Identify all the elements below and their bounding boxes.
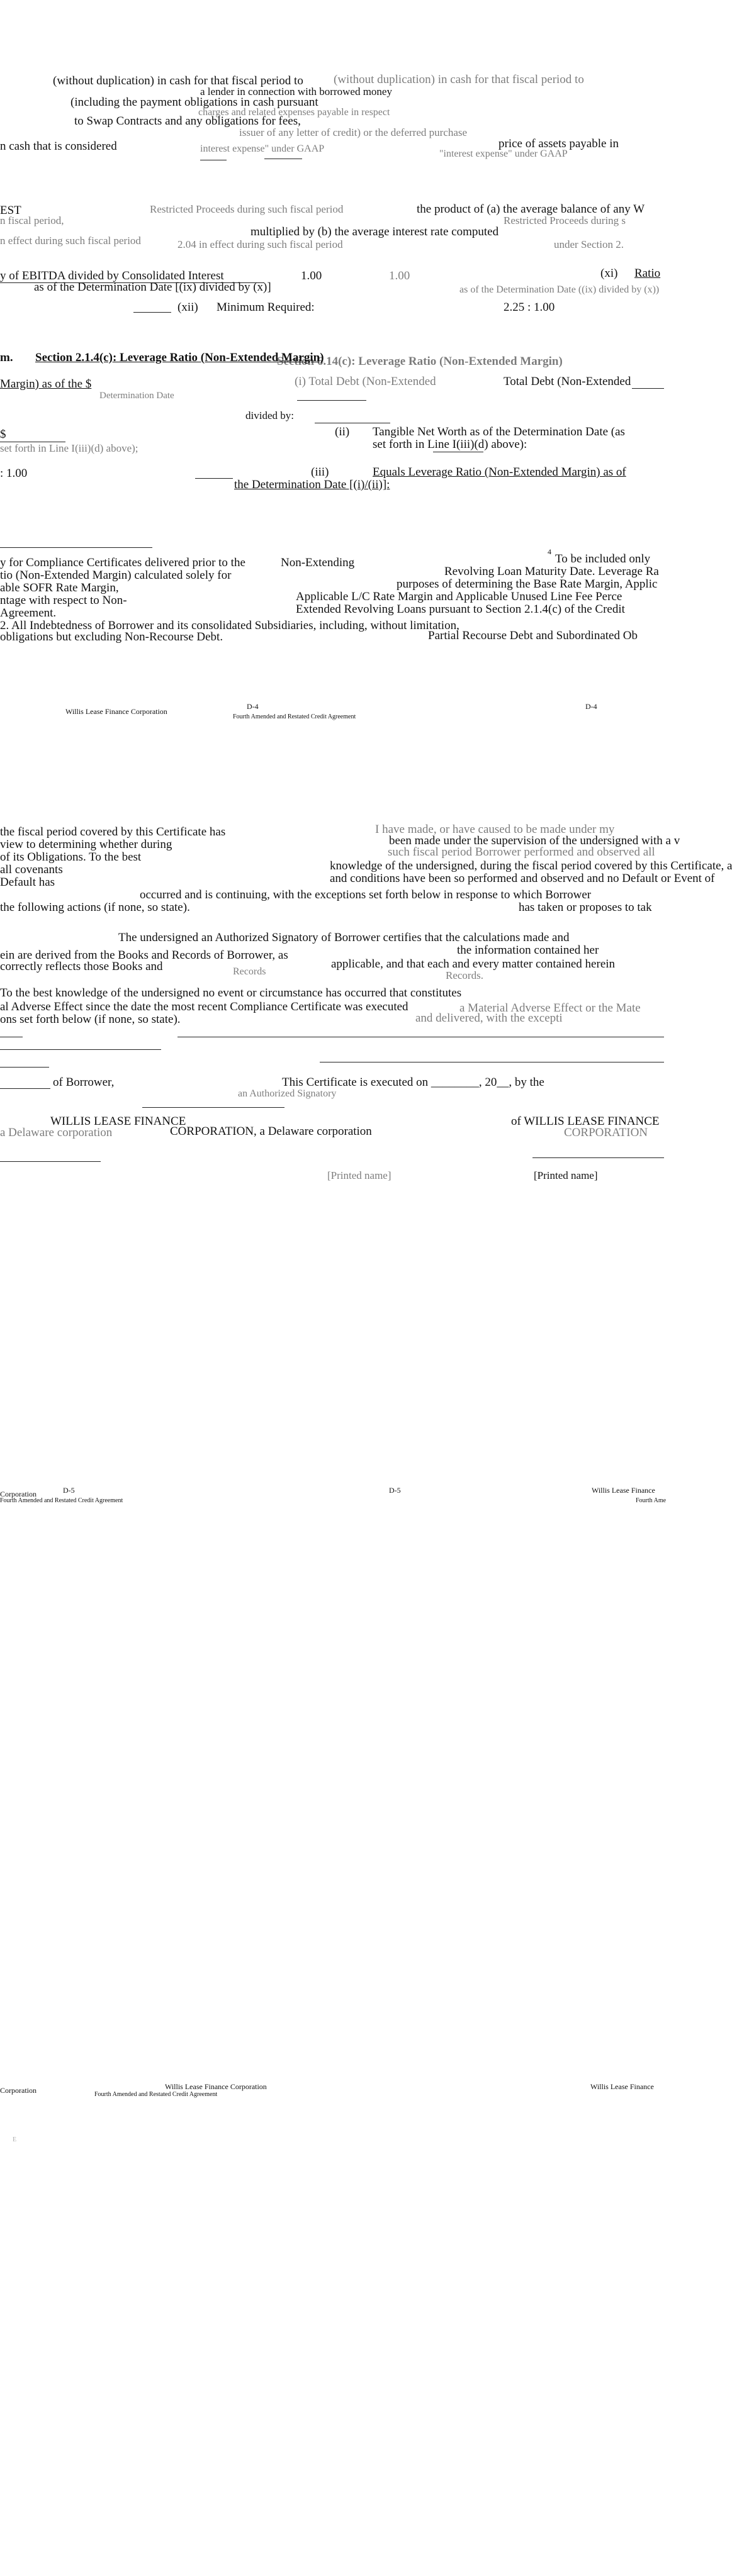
text-line: Margin) as of the $ (0, 377, 92, 391)
ratio-value: 1.00 (301, 269, 322, 282)
section-heading-ghost: Section 6.14(c): Leverage Ratio (Non-Extended Margin) (277, 355, 563, 368)
text-line: EST (0, 204, 21, 217)
footer-company: Willis Lease Finance (590, 2082, 654, 2091)
text-line-ghost: such fiscal period Borrower performed and observed all (388, 845, 655, 859)
text-line-ghost: Restricted Proceeds during s (504, 215, 626, 226)
footer-page-number: D-5 (389, 1486, 401, 1495)
footnote-text: To be included only (555, 552, 651, 566)
printed-name: [Printed name] (327, 1169, 391, 1181)
section-number: m. (0, 351, 13, 364)
text-line-ghost: n effect during such fiscal period (0, 235, 141, 247)
text-line: correctly reflects those Books and (0, 960, 163, 973)
blank-line (0, 1067, 49, 1068)
text-line: price of assets payable in (498, 137, 619, 150)
blank-line (297, 400, 366, 401)
ratio-value: : 1.00 (0, 467, 28, 480)
text-line: occurred and is continuing, with the exceptions set forth below in response to which Borrower (140, 888, 592, 901)
footer-company: Willis Lease Finance Corporation (165, 2082, 267, 2091)
item-number: (ii) (335, 425, 350, 438)
text-line: to Swap Contracts and any obligations for fees, (74, 114, 301, 128)
footer-company: Corporation (0, 1490, 37, 1498)
text-line-ghost: 2.04 in effect during such fiscal period (177, 238, 343, 250)
text-line-ghost: interest expense" under GAAP (200, 143, 325, 154)
signature-line (142, 1107, 284, 1108)
text-line: Total Debt (Non-Extended (504, 375, 631, 388)
text-line: applicable, and that each and every matter contained herein (331, 957, 616, 971)
text-line-ghost: charges and related expenses payable in respect (198, 107, 390, 118)
minimum-value: 2.25 : 1.00 (504, 301, 555, 314)
text-line: ein are derived from the Books and Records of Borrower, as (0, 949, 288, 962)
company-name: CORPORATION (564, 1126, 648, 1139)
text-line: knowledge of the undersigned, during the fiscal period covered by this Certificate, a (330, 859, 732, 873)
footer-agreement: Fourth Amended and Restated Credit Agreement (233, 713, 356, 720)
signature-line (0, 1161, 101, 1162)
footnote-text: purposes of determining the Base Rate Margin, Applic (397, 577, 658, 591)
footnote-text: able SOFR Rate Margin, (0, 581, 119, 594)
footnote-text: y for Compliance Certificates delivered prior to the (0, 556, 245, 569)
ratio-value-ghost: 1.00 (389, 269, 410, 282)
blank-line (0, 1088, 50, 1089)
text-line-ghost: a Material Adverse Effect or the Mate (459, 1001, 641, 1015)
printed-name: [Printed name] (534, 1169, 598, 1181)
text-line: al Adverse Effect since the date the most recent Compliance Certificate was executed (0, 1000, 408, 1013)
text-line-ghost: n fiscal period, (0, 215, 64, 226)
blank-line (0, 1049, 161, 1050)
text-line: of Borrower, (53, 1076, 115, 1089)
divided-by-label: divided by: (245, 410, 294, 421)
footer-company: Corporation (0, 2086, 37, 2095)
footnote-text: Agreement. (0, 606, 57, 620)
blank-line (133, 312, 171, 313)
footnote-text: obligations but excluding Non-Recourse Debt. (0, 630, 223, 644)
company-type: a Delaware corporation (0, 1126, 113, 1139)
section-heading: Section 2.1.4(c): Leverage Ratio (Non-Extended Margin) (35, 351, 324, 364)
text-line-ghost: (i) Total Debt (Non-Extended (295, 375, 436, 388)
company-name: of WILLIS LEASE FINANCE (511, 1115, 660, 1128)
currency-symbol: $ (0, 428, 6, 441)
footer-agreement: Fourth Amended and Restated Credit Agreement (94, 2091, 218, 2098)
text-line: been made under the supervision of the undersigned with a v (389, 834, 680, 847)
text-line: (without duplication) in cash for that fiscal period to (53, 74, 303, 87)
text-line: view to determining whether during (0, 838, 172, 851)
blank-line (195, 478, 233, 479)
company-name: WILLIS LEASE FINANCE (50, 1115, 186, 1128)
text-line-ghost: Records (233, 966, 266, 977)
footnote-number: 4 (548, 547, 551, 556)
footnote-text: tio (Non-Extended Margin) calculated solely for (0, 569, 232, 582)
text-line: (including the payment obligations in cash pursuant (70, 96, 318, 109)
text-line-ghost: I have made, or have caused to be made under my (375, 823, 615, 836)
signatory-label: an Authorized Signatory (238, 1088, 337, 1099)
page-mark: E (13, 2136, 17, 2143)
text-line: the product of (a) the average balance of any W (417, 203, 645, 216)
footnote-text: Applicable L/C Rate Margin and Applicable Unused Line Fee Perce (296, 590, 622, 603)
footer-page-number: D-4 (247, 702, 259, 711)
text-line-ghost: and delivered, with the excepti (415, 1012, 563, 1025)
signature-line (532, 1157, 664, 1158)
footnote-text: Extended Revolving Loans pursuant to Section 2.1.4(c) of the Credit (296, 603, 625, 616)
text-line: ons set forth below (if none, so state). (0, 1013, 181, 1026)
text-line: the Determination Date [(i)/(ii)]: (234, 478, 390, 491)
text-line-ghost: Determination Date (99, 391, 174, 401)
company-type: CORPORATION, a Delaware corporation (170, 1125, 372, 1138)
item-number: (xi) (600, 267, 618, 280)
footnote-text: 2. All Indebtedness of Borrower and its consolidated Subsidiaries, including, without limitation, (0, 619, 459, 632)
execution-line: This Certificate is executed on ________, 20__, by the (282, 1076, 544, 1089)
text-line-ghost: issuer of any letter of credit) or the deferred purchase (239, 126, 468, 138)
minimum-label: Minimum Required: (217, 301, 315, 314)
text-line-ghost: "interest expense" under GAAP (439, 148, 568, 159)
text-line: the following actions (if none, so state). (0, 901, 190, 914)
text-line: as of the Determination Date [(ix) divided by (x)] (34, 281, 271, 294)
footnote-text: Partial Recourse Debt and Subordinated Ob (428, 629, 638, 642)
footnote-separator (0, 547, 152, 548)
footer-page-number: D-4 (585, 702, 597, 711)
text-line: y of EBITDA divided by Consolidated Interest (0, 269, 224, 282)
footnote-text: Non-Extending (281, 556, 355, 569)
item-number: (xii) (177, 301, 198, 314)
text-line-ghost: under Section 2. (554, 238, 624, 250)
text-line: the information contained her (457, 944, 599, 957)
ratio-label: Ratio (634, 267, 661, 280)
text-line: of its Obligations. To the best (0, 850, 142, 864)
text-line: a lender in connection with borrowed money (200, 86, 392, 98)
text-line: set forth in Line I(iii)(d) above): (373, 438, 527, 451)
blank-line (632, 388, 664, 389)
text-line-ghost: set forth in Line I(iii)(d) above); (0, 442, 138, 454)
text-line: has taken or proposes to tak (519, 901, 652, 914)
text-line: Default has (0, 876, 55, 889)
text-line: multiplied by (b) the average interest rate computed (251, 225, 499, 238)
footer-agreement: Fourth Ame (636, 1497, 667, 1504)
footnote-text: ntage with respect to Non- (0, 594, 127, 607)
footer-company: Willis Lease Finance (592, 1486, 655, 1495)
text-line-ghost: as of the Determination Date ((ix) divided by (x)) (459, 284, 660, 295)
text-line: n cash that is considered (0, 140, 117, 153)
text-line-ghost: Restricted Proceeds during such fiscal period (150, 203, 344, 215)
text-line: Equals Leverage Ratio (Non-Extended Margin) as of (373, 466, 626, 479)
item-number: (iii) (311, 466, 329, 479)
footer-company: Willis Lease Finance Corporation (65, 707, 167, 716)
text-line: and conditions have been so performed and observed and no Default or Event of (330, 872, 715, 885)
text-line: To the best knowledge of the undersigned no event or circumstance has occurred that constitutes (0, 986, 462, 1000)
text-line: Tangible Net Worth as of the Determination Date (as (373, 425, 625, 438)
text-line-ghost: Records. (446, 969, 483, 981)
text-line: The undersigned an Authorized Signatory of Borrower certifies that the calculations made and (118, 931, 570, 944)
footer-page-number: D-5 (63, 1486, 75, 1495)
text-line: the fiscal period covered by this Certificate has (0, 825, 226, 839)
text-line: all covenants (0, 863, 63, 876)
footer-agreement: Fourth Amended and Restated Credit Agreement (0, 1497, 123, 1504)
text-line-ghost: (without duplication) in cash for that fiscal period to (334, 73, 584, 86)
footnote-text: Revolving Loan Maturity Date. Leverage Ra (444, 565, 659, 578)
